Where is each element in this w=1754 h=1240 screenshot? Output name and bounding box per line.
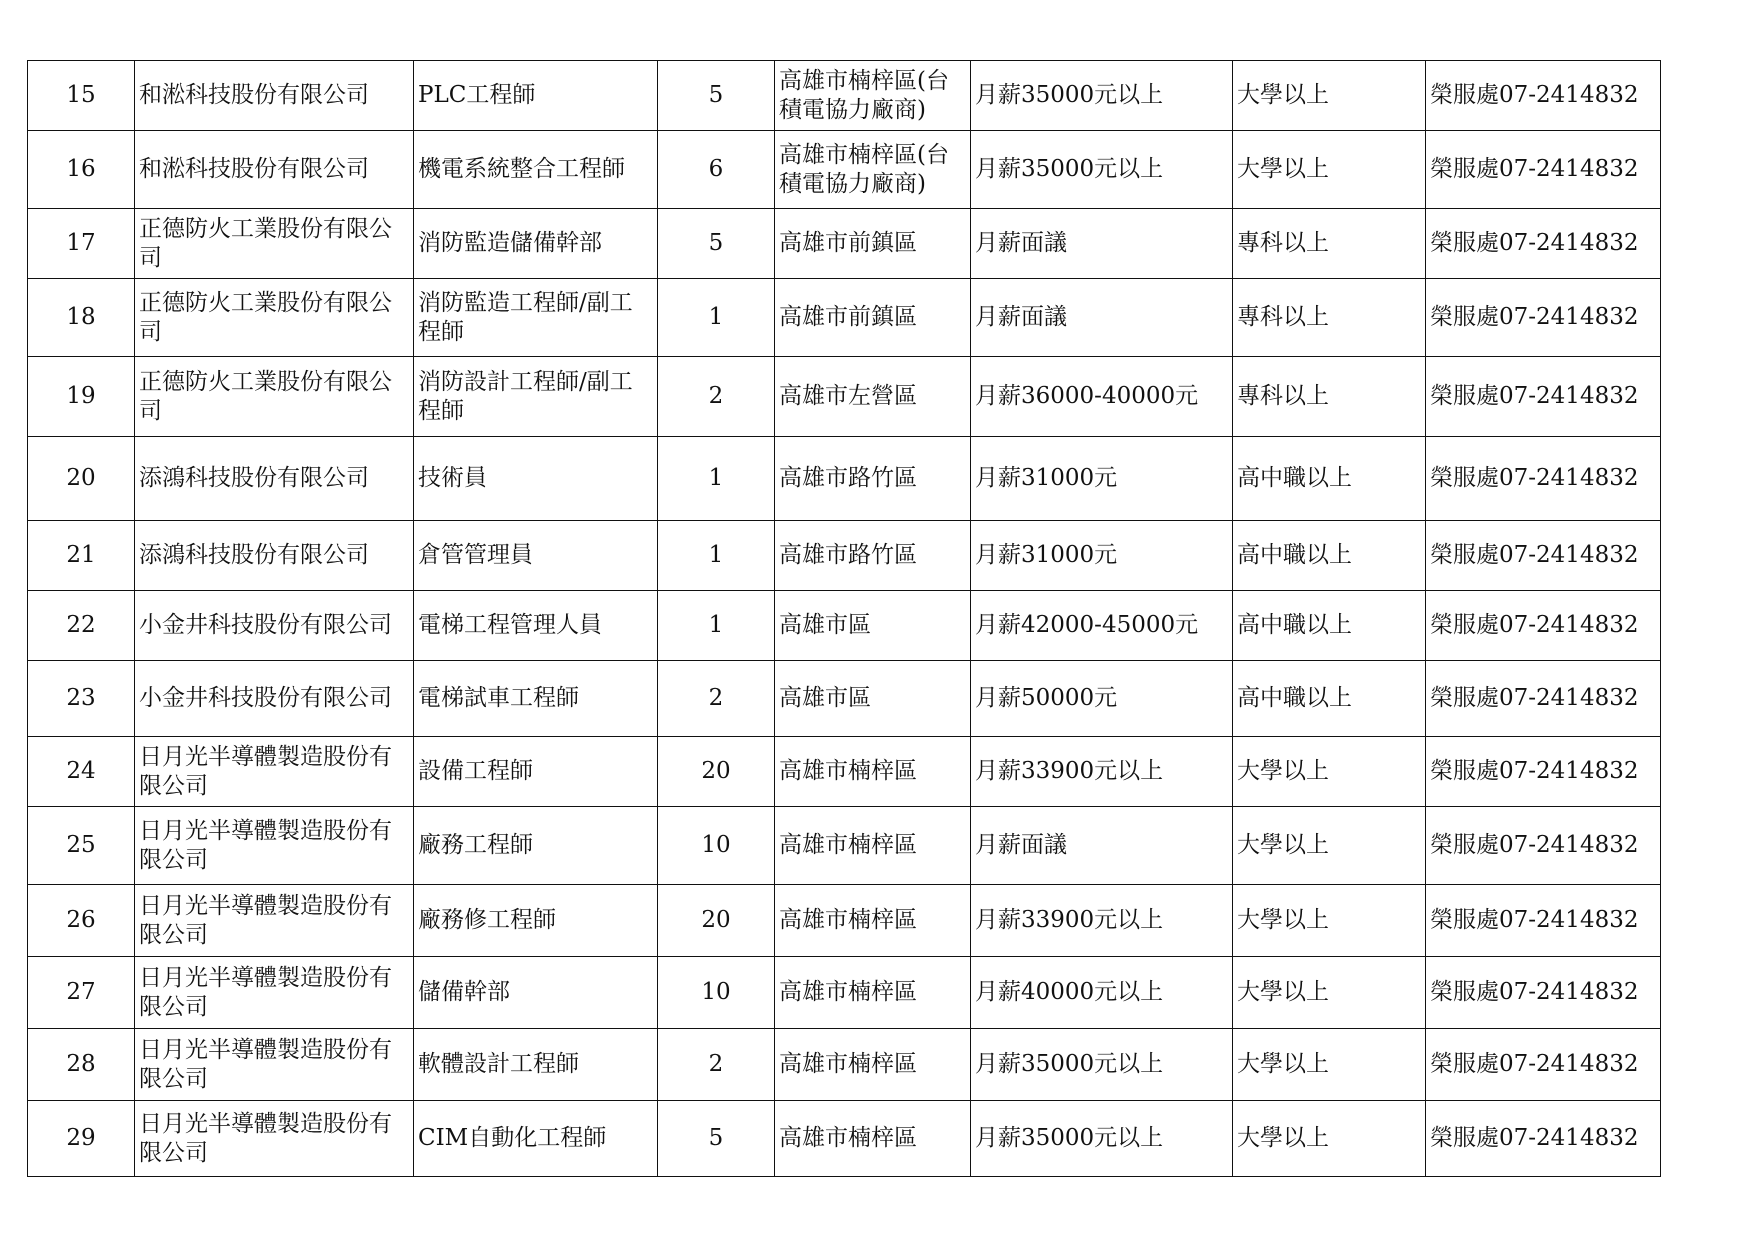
table-row [28,807,1661,885]
education-requirement: 大學以上 [1233,1029,1426,1101]
job-listing-body [28,61,1661,1177]
contact-info: 榮服處07-2414832 [1426,1101,1661,1177]
openings-count: 20 [658,885,775,957]
company-name: 日月光半導體製造股份有限公司 [135,1029,414,1101]
row-number: 16 [28,131,135,209]
company-name: 和淞科技股份有限公司 [135,131,414,209]
contact-info: 榮服處07-2414832 [1426,437,1661,521]
openings-count: 2 [658,357,775,437]
work-location: 高雄市楠梓區 [775,957,971,1029]
work-location: 高雄市區 [775,591,971,661]
table-row [28,279,1661,357]
company-name: 日月光半導體製造股份有限公司 [135,807,414,885]
work-location: 高雄市前鎮區 [775,279,971,357]
salary: 月薪42000-45000元 [971,591,1233,661]
salary: 月薪35000元以上 [971,1101,1233,1177]
work-location: 高雄市楠梓區 [775,737,971,807]
company-name: 日月光半導體製造股份有限公司 [135,737,414,807]
company-name: 日月光半導體製造股份有限公司 [135,885,414,957]
contact-info: 榮服處07-2414832 [1426,209,1661,279]
education-requirement: 高中職以上 [1233,437,1426,521]
contact-info: 榮服處07-2414832 [1426,61,1661,131]
openings-count: 1 [658,279,775,357]
salary: 月薪35000元以上 [971,61,1233,131]
work-location: 高雄市楠梓區(台積電協力廠商) [775,131,971,209]
education-requirement: 大學以上 [1233,737,1426,807]
education-requirement: 高中職以上 [1233,661,1426,737]
table-row [28,437,1661,521]
row-number: 18 [28,279,135,357]
contact-info: 榮服處07-2414832 [1426,737,1661,807]
table-row [28,61,1661,131]
job-title: 電梯工程管理人員 [414,591,658,661]
education-requirement: 高中職以上 [1233,521,1426,591]
row-number: 28 [28,1029,135,1101]
company-name: 添鴻科技股份有限公司 [135,521,414,591]
education-requirement: 大學以上 [1233,61,1426,131]
table-row [28,957,1661,1029]
openings-count: 2 [658,1029,775,1101]
table-row [28,357,1661,437]
job-title: 機電系統整合工程師 [414,131,658,209]
company-name: 和淞科技股份有限公司 [135,61,414,131]
openings-count: 1 [658,437,775,521]
education-requirement: 專科以上 [1233,209,1426,279]
company-name: 正德防火工業股份有限公司 [135,357,414,437]
salary: 月薪35000元以上 [971,1029,1233,1101]
job-listing-table [27,60,1661,1177]
row-number: 22 [28,591,135,661]
work-location: 高雄市前鎮區 [775,209,971,279]
openings-count: 10 [658,957,775,1029]
contact-info: 榮服處07-2414832 [1426,521,1661,591]
contact-info: 榮服處07-2414832 [1426,357,1661,437]
job-title: 消防設計工程師/副工程師 [414,357,658,437]
table-row [28,591,1661,661]
salary: 月薪50000元 [971,661,1233,737]
table-row [28,1101,1661,1177]
education-requirement: 專科以上 [1233,357,1426,437]
row-number: 26 [28,885,135,957]
openings-count: 10 [658,807,775,885]
row-number: 27 [28,957,135,1029]
table-row [28,131,1661,209]
job-title: 電梯試車工程師 [414,661,658,737]
salary: 月薪面議 [971,279,1233,357]
work-location: 高雄市區 [775,661,971,737]
table-row [28,209,1661,279]
openings-count: 2 [658,661,775,737]
job-title: PLC工程師 [414,61,658,131]
contact-info: 榮服處07-2414832 [1426,807,1661,885]
education-requirement: 高中職以上 [1233,591,1426,661]
table-row [28,1029,1661,1101]
contact-info: 榮服處07-2414832 [1426,661,1661,737]
company-name: 小金井科技股份有限公司 [135,591,414,661]
table-row [28,521,1661,591]
row-number: 20 [28,437,135,521]
salary: 月薪31000元 [971,521,1233,591]
openings-count: 5 [658,209,775,279]
salary: 月薪40000元以上 [971,957,1233,1029]
table-row [28,885,1661,957]
row-number: 29 [28,1101,135,1177]
education-requirement: 大學以上 [1233,957,1426,1029]
salary: 月薪31000元 [971,437,1233,521]
table-row [28,661,1661,737]
row-number: 21 [28,521,135,591]
job-title: CIM自動化工程師 [414,1101,658,1177]
job-title: 倉管管理員 [414,521,658,591]
company-name: 添鴻科技股份有限公司 [135,437,414,521]
contact-info: 榮服處07-2414832 [1426,591,1661,661]
work-location: 高雄市楠梓區 [775,807,971,885]
row-number: 19 [28,357,135,437]
salary: 月薪面議 [971,209,1233,279]
company-name: 小金井科技股份有限公司 [135,661,414,737]
work-location: 高雄市路竹區 [775,521,971,591]
job-title: 消防監造儲備幹部 [414,209,658,279]
openings-count: 1 [658,591,775,661]
job-title: 軟體設計工程師 [414,1029,658,1101]
job-title: 消防監造工程師/副工程師 [414,279,658,357]
education-requirement: 大學以上 [1233,131,1426,209]
company-name: 正德防火工業股份有限公司 [135,209,414,279]
salary: 月薪35000元以上 [971,131,1233,209]
contact-info: 榮服處07-2414832 [1426,957,1661,1029]
row-number: 25 [28,807,135,885]
salary: 月薪36000-40000元 [971,357,1233,437]
job-title: 廠務工程師 [414,807,658,885]
work-location: 高雄市路竹區 [775,437,971,521]
openings-count: 5 [658,61,775,131]
salary: 月薪33900元以上 [971,737,1233,807]
row-number: 15 [28,61,135,131]
salary: 月薪33900元以上 [971,885,1233,957]
job-title: 設備工程師 [414,737,658,807]
education-requirement: 大學以上 [1233,1101,1426,1177]
company-name: 日月光半導體製造股份有限公司 [135,1101,414,1177]
contact-info: 榮服處07-2414832 [1426,885,1661,957]
work-location: 高雄市楠梓區 [775,885,971,957]
job-title: 技術員 [414,437,658,521]
job-title: 廠務修工程師 [414,885,658,957]
work-location: 高雄市楠梓區 [775,1029,971,1101]
row-number: 23 [28,661,135,737]
row-number: 17 [28,209,135,279]
openings-count: 1 [658,521,775,591]
education-requirement: 大學以上 [1233,807,1426,885]
row-number: 24 [28,737,135,807]
contact-info: 榮服處07-2414832 [1426,279,1661,357]
contact-info: 榮服處07-2414832 [1426,1029,1661,1101]
education-requirement: 專科以上 [1233,279,1426,357]
salary: 月薪面議 [971,807,1233,885]
openings-count: 20 [658,737,775,807]
company-name: 日月光半導體製造股份有限公司 [135,957,414,1029]
job-title: 儲備幹部 [414,957,658,1029]
work-location: 高雄市楠梓區 [775,1101,971,1177]
education-requirement: 大學以上 [1233,885,1426,957]
work-location: 高雄市左營區 [775,357,971,437]
contact-info: 榮服處07-2414832 [1426,131,1661,209]
openings-count: 5 [658,1101,775,1177]
table-row [28,737,1661,807]
openings-count: 6 [658,131,775,209]
work-location: 高雄市楠梓區(台積電協力廠商) [775,61,971,131]
company-name: 正德防火工業股份有限公司 [135,279,414,357]
